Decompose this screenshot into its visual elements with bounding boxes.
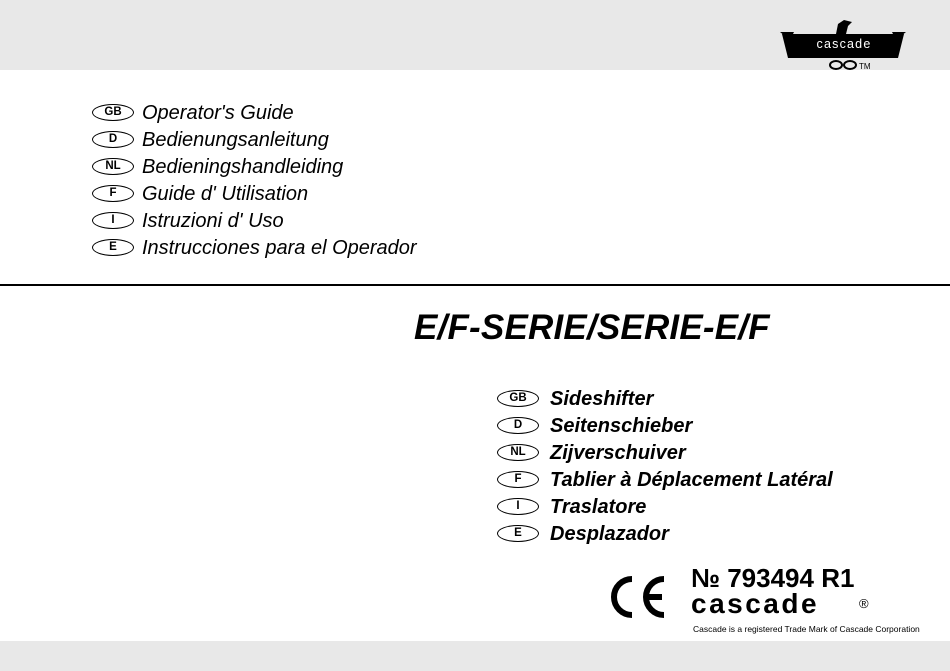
guide-title: Operator's Guide xyxy=(142,102,294,124)
trademark-notice: Cascade is a registered Trade Mark of Cascade Corporation xyxy=(693,624,920,634)
language-badge: D xyxy=(497,417,539,434)
divider-line xyxy=(0,284,950,286)
language-badge: F xyxy=(497,471,539,488)
product-name: Traslatore xyxy=(550,496,647,518)
language-badge: E xyxy=(497,525,539,542)
language-badge: F xyxy=(92,185,134,202)
registered-symbol: ® xyxy=(859,596,869,611)
product-name: Sideshifter xyxy=(550,388,654,410)
product-name: Zijverschuiver xyxy=(550,442,686,464)
language-badge: D xyxy=(92,131,134,148)
language-badge: NL xyxy=(497,444,539,461)
language-badge: I xyxy=(92,212,134,229)
language-badge: NL xyxy=(92,158,134,175)
language-badge: I xyxy=(497,498,539,515)
footer-band xyxy=(0,641,950,671)
guide-title: Istruzioni d' Uso xyxy=(142,210,284,232)
guide-title: Instrucciones para el Operador xyxy=(142,237,417,259)
product-name: Seitenschieber xyxy=(550,415,693,437)
guide-title: Bedienungsanleitung xyxy=(142,129,329,151)
cascade-logo xyxy=(780,18,906,72)
trademark-symbol: TM xyxy=(859,62,871,71)
logo-text: cascade xyxy=(816,37,872,51)
part-number: № 793494 R1 xyxy=(691,563,855,593)
brand-wordmark: cascade xyxy=(691,588,820,619)
language-badge: GB xyxy=(92,104,134,121)
ce-mark-icon xyxy=(606,575,668,619)
product-name: Desplazador xyxy=(550,523,669,545)
guide-title: Bedieningshandleiding xyxy=(142,156,344,178)
series-title: E/F-SERIE/SERIE-E/F xyxy=(414,308,770,347)
language-badge: GB xyxy=(497,390,539,407)
guide-title: Guide d' Utilisation xyxy=(142,183,309,205)
language-badge: E xyxy=(92,239,134,256)
product-name: Tablier à Déplacement Latéral xyxy=(550,469,833,491)
